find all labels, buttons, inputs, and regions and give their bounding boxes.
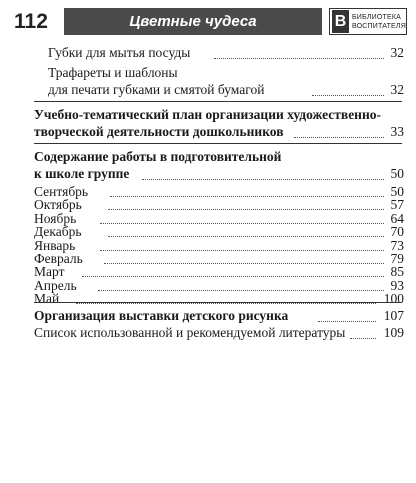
- toc-entry-label: Октябрь: [34, 197, 82, 213]
- leader-dots: [82, 275, 384, 277]
- toc-entry-label: Учебно-тематический план организации художественно-: [34, 107, 381, 122]
- leader-dots: [108, 235, 384, 237]
- toc-entry-label: Трафареты и шаблоны: [48, 65, 178, 80]
- toc-entry-label: Организация выставки детского рисунка: [34, 308, 289, 323]
- toc-entry-page: 100: [383, 291, 404, 307]
- toc-entry-label: Сентябрь: [34, 184, 89, 199]
- leader-dots: [108, 208, 384, 210]
- toc-entry-label: творческой деятельности дошкольников: [34, 124, 284, 139]
- toc-entry-label: Март: [34, 264, 65, 280]
- toc-entry-page: 109: [383, 325, 404, 340]
- toc-entry-label: Апрель: [34, 277, 77, 293]
- leader-dots: [98, 289, 384, 291]
- toc-entry-page: 79: [390, 251, 404, 266]
- section-divider: [34, 143, 402, 144]
- leader-dots: [214, 57, 384, 59]
- section-title: Цветные чудеса: [129, 13, 257, 30]
- section-divider: [34, 101, 402, 102]
- leader-dots: [100, 249, 384, 251]
- leader-dots: [100, 222, 384, 224]
- leader-dots: [104, 262, 384, 264]
- toc-entry-label: для печати губками и смятой бумагой: [48, 82, 265, 97]
- toc-entry-page: 73: [390, 237, 404, 253]
- page-number: 112: [14, 10, 48, 33]
- toc-entry-label: Список использованной и рекомендуемой литературы: [34, 325, 346, 340]
- toc-entry-page: 50: [390, 166, 404, 181]
- toc-entry-label: Ноябрь: [34, 210, 77, 226]
- toc-entry-page: 57: [390, 197, 404, 213]
- section-divider: [34, 302, 402, 303]
- series-badge-line1: БИБЛИОТЕКА: [352, 13, 401, 21]
- toc-entry-label: Декабрь: [34, 224, 82, 240]
- toc-entry-page: 50: [390, 184, 404, 199]
- toc-entry-label: Губки для мытья посуды: [48, 45, 191, 60]
- leader-dots: [142, 178, 384, 180]
- toc-entry-page: 93: [390, 277, 404, 293]
- toc-entry-label: Февраль: [34, 251, 83, 266]
- leader-dots: [294, 136, 384, 138]
- series-badge-line2: ВОСПИТАТЕЛЯ: [352, 22, 406, 30]
- toc-entry-page: 33: [390, 124, 404, 139]
- toc-entry-page: 85: [390, 264, 404, 280]
- toc-entry-page: 32: [390, 82, 404, 97]
- toc-entry-page: 32: [390, 45, 404, 60]
- toc-entry-label: Содержание работы в подготовительной: [34, 149, 282, 164]
- toc-entry-label: Май: [34, 291, 60, 307]
- leader-dots: [312, 94, 384, 96]
- leader-dots: [110, 195, 384, 197]
- toc-entry-page: 107: [383, 308, 404, 323]
- toc-entry-label: Январь: [34, 237, 76, 253]
- series-badge-letter: В: [332, 10, 349, 33]
- toc-entry-page: 70: [390, 224, 404, 240]
- leader-dots: [350, 337, 376, 339]
- leader-dots: [318, 320, 376, 322]
- toc-entry-label: к школе группе: [34, 166, 130, 181]
- toc-entry-page: 64: [390, 210, 404, 226]
